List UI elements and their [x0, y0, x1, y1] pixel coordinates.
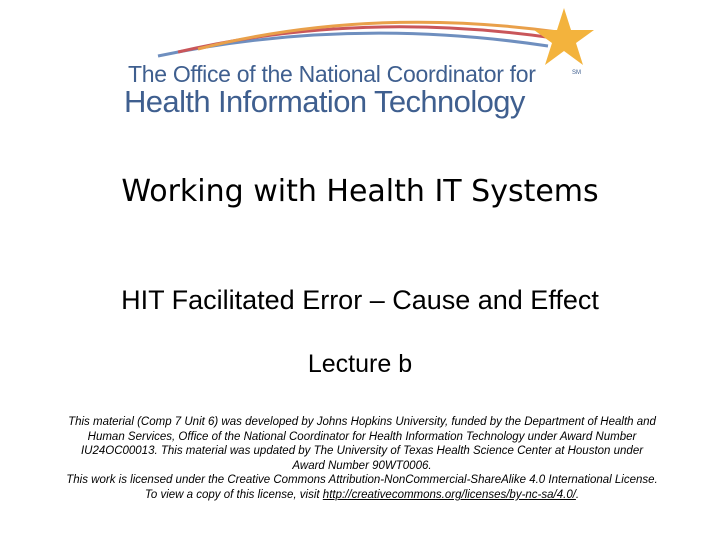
license-link[interactable]: http://creativecommons.org/licenses/by-nc-sa/4.0/: [322, 488, 576, 501]
service-mark: SM: [572, 70, 581, 76]
license-text: This work is licensed under the Creative Commons Attribution-NonCommercial-ShareAlike 4.0 International License. To view a copy of this license, visit: [66, 474, 658, 501]
credits-paragraph-2: [64, 473, 660, 502]
lecture-label: Lecture b: [307, 350, 413, 378]
slide-subtitle: HIT Facilitated Error – Cause and Effect: [121, 285, 599, 315]
onc-logo: [118, 6, 598, 118]
credits-block: [64, 415, 660, 503]
license-suffix: .: [575, 488, 580, 501]
logo-text-line2: Health Information Technology: [124, 84, 525, 119]
slide-title: Working with Health IT Systems: [121, 174, 599, 209]
credits-paragraph-1: This material (Comp 7 Unit 6) was developed by Johns Hopkins University, funded by the Department of Health and Human Services, Office of the National Coordinator for Health Information Technology under Award Number IU24OC00013. This material was updated by The University of Texas Health Science Center at Houston under Award Number 90WT0006.: [68, 416, 656, 472]
logo-text-line1: The Office of the National Coordinator for: [128, 61, 536, 87]
